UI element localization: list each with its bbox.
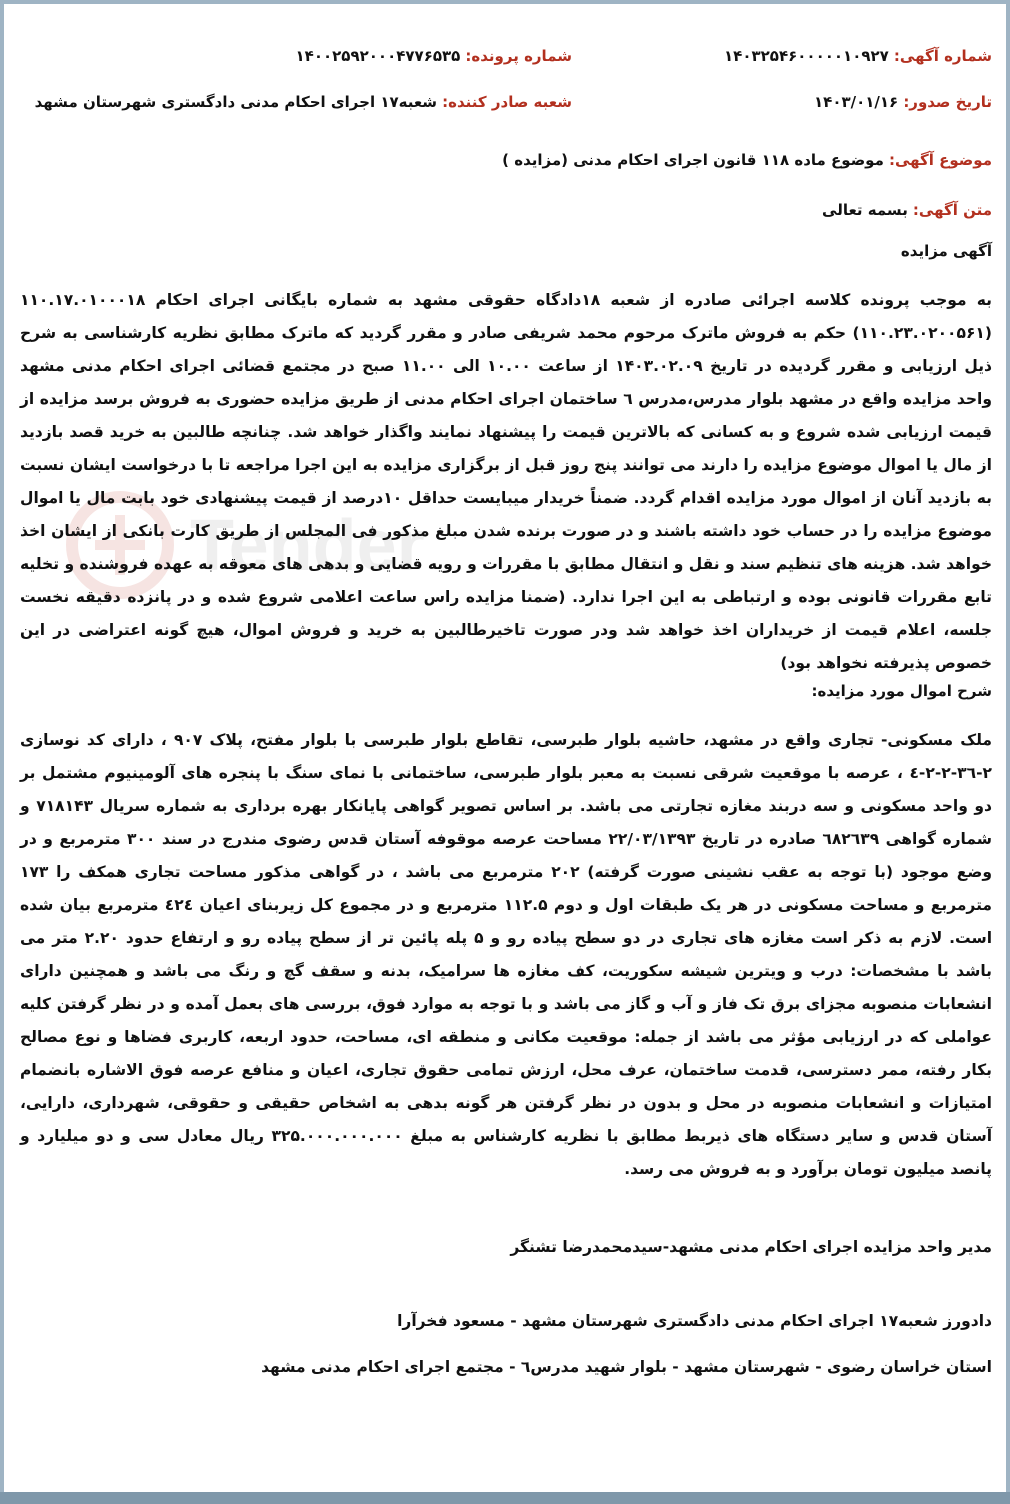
issue-date-block bbox=[572, 92, 992, 111]
property-section-title: شرح اموال مورد مزایده: bbox=[811, 682, 992, 700]
text-label-block bbox=[20, 200, 992, 219]
meta-row-1 bbox=[20, 46, 992, 65]
ad-number-label: شماره آگهی: bbox=[893, 47, 992, 65]
signature-line-officer: دادورز شعبه۱۷ اجرای احکام مدنی دادگستری شهرستان مشهد - مسعود فخرآرا bbox=[397, 1312, 992, 1330]
watermark-text: Tender bbox=[190, 506, 425, 586]
bottom-bar bbox=[0, 1492, 1010, 1504]
address-line: استان خراسان رضوی - شهرستان مشهد - بلوار شهید مدرس٦ - مجتمع اجرای احکام مدنی مشهد bbox=[261, 1358, 992, 1376]
meta-row-2 bbox=[20, 92, 992, 111]
issue-date: ۱۴۰۳/۰۱/۱۶ bbox=[814, 93, 899, 111]
ad-title: آگهی مزایده bbox=[900, 242, 992, 260]
subject-label: موضوع آگهی: bbox=[888, 151, 992, 169]
ad-text-label: متن آگهی: bbox=[912, 201, 992, 219]
case-number: ۱۴۰۰۲۵۹۲۰۰۰۴۷۷۶۵۳۵ bbox=[295, 47, 461, 65]
issuing-branch-block bbox=[32, 92, 572, 111]
subject-block bbox=[20, 150, 992, 169]
issue-date-label: تاریخ صدور: bbox=[903, 93, 992, 111]
case-number-block bbox=[32, 46, 572, 65]
property-description-paragraph: ملک مسکونی- تجاری واقع در مشهد، حاشیه بلوار طبرسی، تقاطع بلوار طبرسی با بلوار مفتح، پلاک ۹۰۷ ، دارای کد نوسازی ۲-۳٦-۲-۲-٤ ، عرصه با موقعیت شرقی نسبت به معبر بلوار طبرسی، ساختمانی با نمای سنگ با پنجره های آلومینیوم مشتمل بر دو واحد مسکونی و سه دربند مغازه تجارتی می باشد. بر اساس تصویر گواهی پایانکار بهره برداری به شماره سریال ۷۱۸۱۴۳ و شماره گواهی ٦۸۲٦۳۹ صادره در تاریخ ۲۲/۰۳/۱۳۹۳ مساحت عرصه موقوفه آستان قدس رضوی مندرج در سند ۳۰۰ مترمربع و در وضع موجود (با توجه به عقب نشینی صورت گرفته) ۲۰۲ مترمربع می باشد ، در گواهی مذکور مساحت تجاری همکف را ۱۷۳ مترمربع و مساحت مسکونی در هر یک طبقات اول و دوم ۱۱۲.۵ مترمربع و در مجموع کل زیربنای اعیان ٤۲٤ مترمربع بیان شده است. لازم به ذکر است مغازه های تجاری در دو سطح پیاده رو و ۵ پله پائین تر از سطح پیاده رو و ارتفاع حدود ۲.۲۰ متر می باشد با مشخصات: درب و ویترین شیشه سکوریت، کف مغازه ها سرامیک، بدنه و سقف گچ و رنگ می باشد و همچنین دارای انشعابات منصوبه مجزای برق تک فاز و آب و گاز می باشد و با توجه به موارد فوق، بررسی های بعمل آمده و در نظر گرفتن کلیه عواملی که در ارزیابی مؤثر می باشد از جمله: موقعیت مکانی و منطقه ای، مساحت، حدود اربعه، کاربری فضاها و نوع مصالح بکار رفته، ممر دسترسی، قدمت ساختمان، عرف محل، ارزش تمامی حقوق تجاری، اعیان و منافع عرصه فوق الاشاره بانضمام امتیازات و انشعابات منصوبه در محل و بدون در نظر گرفتن هر گونه بدهی به اشخاص حقیقی و حقوقی، شهرداری، دارایی، آستان قدس و سایر دستگاه های ذیربط مطابق با نظریه کارشناس به مبلغ ۳۲۵.۰۰۰.۰۰۰.۰۰۰ ریال معادل سی و دو میلیارد و پانصد میلیون تومان برآورد و به فروش می رسد. bbox=[20, 731, 993, 1178]
ad-number: ۱۴۰۳۲۵۴۶۰۰۰۰۰۱۰۹۲۷ bbox=[724, 47, 889, 65]
ad-text-intro: بسمه تعالی bbox=[822, 201, 908, 219]
issuing-branch-label: شعبه صادر کننده: bbox=[442, 93, 572, 111]
auction-paragraph: به موجب پرونده کلاسه اجرائی صادره از شعبه ۱۸دادگاه حقوقی مشهد به شماره بایگانی اجرای احکام ۱۱۰.۱۷.۰۱۰۰۰۱۸ (۱۱۰.۲۳.۰۲۰۰۵۶۱) حکم به فروش ماترک مرحوم محمد شریفی صادر و مقرر گردید که ماترک مطابق نظریه کارشناسی به شرح ذیل ارزیابی و مقرر گردیده در تاریخ ۱۴۰۳.۰۲.۰۹ از ساعت ۱۰.۰۰ الی ۱۱.۰۰ صبح در مجتمع قضائی اجرای احکام مدنی مشهد واحد مزایده واقع در مشهد بلوار مدرس،مدرس ٦ ساختمان اجرای احکام مدنی از طریق مزایده حضوری به فروش برسد مزایده از قیمت ارزیابی شده شروع و به کسانی که بالاترین قیمت را پیشنهاد نمایند واگذار خواهد شد. چنانچه طالبین به خرید قصد بازدید از مال یا اموال موضوع مزایده را دارند می توانند پنج روز قبل از برگزاری مزایده به این اجرا مراجعه تا با درخواست ایشان نسبت به بازدید آنان از اموال مورد مزایده اقدام گردد. ضمناً خریدار میبایست حداقل ۱۰درصد از قیمت پیشنهادی خود بابت مال یا اموال موضوع مزایده را در حساب خود داشته باشند و در صورت برنده شدن مبلغ مذکور فی المجلس از طریق کارت بانکی از ایشان اخذ خواهد شد. هزینه های تنظیم سند و نقل و انتقال مطابق با مقررات و رویه قضایی و بدهی های معوقه به عهده فروشنده و تخلیه تابع مقررات قانونی بوده و ارتباطی به این اجرا ندارد. (ضمنا مزایده راس ساعت اعلامی شروع شده و در پانزده دقیقه نخست جلسه، اعلام قیمت از خریداران اخذ خواهد شد ودر صورت تاخیرطالبین به خرید و فروش اموال، هیچ گونه اعتراضی در این خصوص پذیرفته نخواهد بود) bbox=[20, 291, 993, 672]
ad-number-block bbox=[572, 46, 992, 65]
case-number-label: شماره پرونده: bbox=[465, 47, 572, 65]
issuing-branch: شعبه۱۷ اجرای احکام مدنی دادگستری شهرستان مشهد bbox=[34, 93, 438, 111]
subject-text: موضوع ماده ۱۱۸ قانون اجرای احکام مدنی (مزایده ) bbox=[502, 151, 884, 169]
signature-line-manager: مدیر واحد مزایده اجرای احکام مدنی مشهد-سیدمحمدرضا تشنگر bbox=[510, 1238, 992, 1256]
